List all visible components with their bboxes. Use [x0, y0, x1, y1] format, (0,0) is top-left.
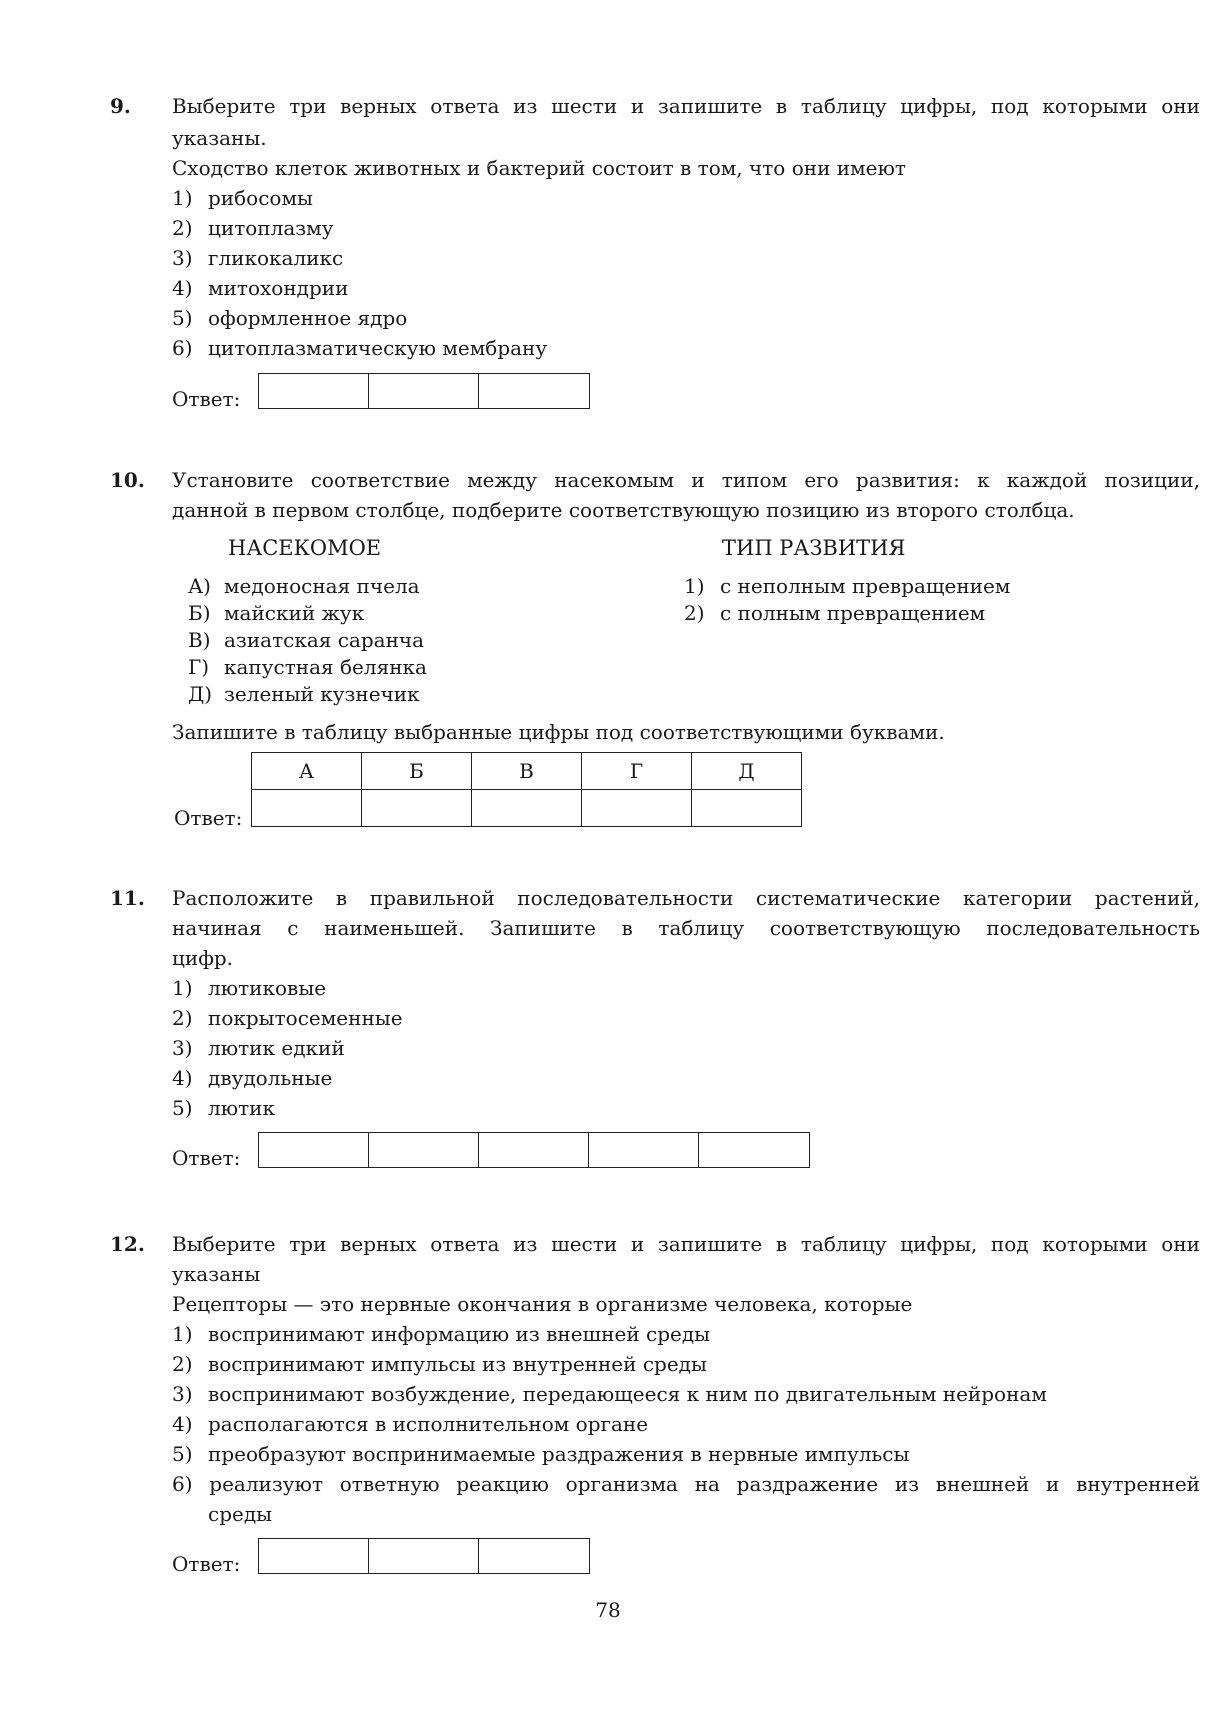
- development-type-1: 1) с неполным превращением: [684, 574, 1011, 598]
- answer-cell[interactable]: [259, 1133, 369, 1167]
- question-9-option-4: 4) митохондрии: [172, 276, 349, 300]
- question-11-option-1: 1) лютиковые: [172, 976, 327, 1000]
- answer-cell[interactable]: [252, 790, 362, 827]
- question-11-answer-label: Ответ:: [172, 1146, 241, 1170]
- letter-header: В: [472, 753, 582, 790]
- question-10-text-line1: Установите соответствие между насекомым и типом его развития: к каждой позиции,: [172, 468, 1200, 492]
- answer-cell[interactable]: [369, 1133, 479, 1167]
- question-9-stem: Сходство клеток животных и бактерий состоит в том, что они имеют: [172, 156, 906, 180]
- development-type-2: 2) с полным превращением: [684, 601, 986, 625]
- answer-cell[interactable]: [589, 1133, 699, 1167]
- letter-header: Д: [692, 753, 802, 790]
- question-11-answer-box: [258, 1132, 810, 1168]
- question-9-text-line1: Выберите три верных ответа из шести и запишите в таблицу цифры, под которыми они: [172, 94, 1200, 118]
- question-12-text-line2: указаны: [172, 1262, 261, 1286]
- question-12-text-line1: Выберите три верных ответа из шести и запишите в таблицу цифры, под которыми они: [172, 1232, 1200, 1256]
- question-12-option-1: 1) воспринимают информацию из внешней среды: [172, 1322, 711, 1346]
- insect-item-g: Г) капустная белянка: [188, 655, 427, 679]
- question-11-option-3: 3) лютик едкий: [172, 1036, 345, 1060]
- question-11-text-line3: цифр.: [172, 946, 234, 970]
- column-1-header: НАСЕКОМОЕ: [228, 536, 382, 560]
- question-12-stem: Рецепторы — это нервные окончания в организме человека, которые: [172, 1292, 913, 1316]
- question-9-text-line2: указаны.: [172, 126, 267, 150]
- answer-cell[interactable]: [692, 790, 802, 827]
- question-10-text-line2: данной в первом столбце, подберите соответствующую позицию из второго столбца.: [172, 498, 1075, 522]
- answer-cell[interactable]: [259, 374, 369, 408]
- column-2-header: ТИП РАЗВИТИЯ: [722, 536, 906, 560]
- question-9-option-1: 1) рибосомы: [172, 186, 313, 210]
- question-10-answer-table: [251, 752, 802, 827]
- question-12-option-4: 4) располагаются в исполнительном органе: [172, 1412, 649, 1436]
- question-12-option-2: 2) воспринимают импульсы из внутренней среды: [172, 1352, 707, 1376]
- question-9-option-2: 2) цитоплазму: [172, 216, 334, 240]
- answer-cell[interactable]: [369, 374, 479, 408]
- question-11-number: 11.: [110, 886, 145, 910]
- question-12-option-3: 3) воспринимают возбуждение, передающееся к ним по двигательным нейронам: [172, 1382, 1047, 1406]
- question-9-answer-label: Ответ:: [172, 387, 241, 411]
- insect-item-d: Д) зеленый кузнечик: [188, 682, 420, 706]
- answer-cell[interactable]: [479, 374, 589, 408]
- question-9-option-3: 3) гликокаликс: [172, 246, 344, 270]
- insect-item-b: Б) майский жук: [188, 601, 365, 625]
- answer-cell[interactable]: [479, 1539, 589, 1573]
- question-12-number: 12.: [110, 1232, 145, 1256]
- question-10-number: 10.: [110, 468, 145, 492]
- question-11-option-5: 5) лютик: [172, 1096, 276, 1120]
- question-9-option-5: 5) оформленное ядро: [172, 306, 408, 330]
- letter-header: Б: [362, 753, 472, 790]
- letter-header: Г: [582, 753, 692, 790]
- question-12-option-6: 6) реализуют ответную реакцию организма на раздражение из внешней и внутренней: [172, 1472, 1200, 1496]
- insect-item-v: В) азиатская саранча: [188, 628, 425, 652]
- question-11-text-line2: начиная с наименьшей. Запишите в таблицу соответствующую последовательность: [172, 916, 1200, 940]
- question-9-number: 9.: [110, 94, 131, 118]
- letter-header: А: [252, 753, 362, 790]
- question-11-option-2: 2) покрытосеменные: [172, 1006, 403, 1030]
- question-12-answer-label: Ответ:: [172, 1552, 241, 1576]
- question-9-answer-box: [258, 373, 590, 409]
- insect-item-a: А) медоносная пчела: [188, 574, 420, 598]
- answer-cell[interactable]: [259, 1539, 369, 1573]
- answer-cell[interactable]: [369, 1539, 479, 1573]
- question-11-option-4: 4) двудольные: [172, 1066, 333, 1090]
- answer-cell[interactable]: [479, 1133, 589, 1167]
- answer-cell[interactable]: [699, 1133, 809, 1167]
- question-10-instruction: Запишите в таблицу выбранные цифры под соответствующими буквами.: [172, 720, 945, 744]
- question-12-option-6-continuation: среды: [208, 1502, 273, 1526]
- question-11-text-line1: Расположите в правильной последовательности систематические категории растений,: [172, 886, 1200, 910]
- question-9-option-6: 6) цитоплазматическую мембрану: [172, 336, 548, 360]
- question-10-answer-label: Ответ:: [174, 806, 243, 830]
- question-12-option-5: 5) преобразуют воспринимаемые раздражения в нервные импульсы: [172, 1442, 910, 1466]
- question-12-answer-box: [258, 1538, 590, 1574]
- answer-cell[interactable]: [362, 790, 472, 827]
- page-number: 78: [595, 1598, 621, 1622]
- answer-cell[interactable]: [472, 790, 582, 827]
- answer-cell[interactable]: [582, 790, 692, 827]
